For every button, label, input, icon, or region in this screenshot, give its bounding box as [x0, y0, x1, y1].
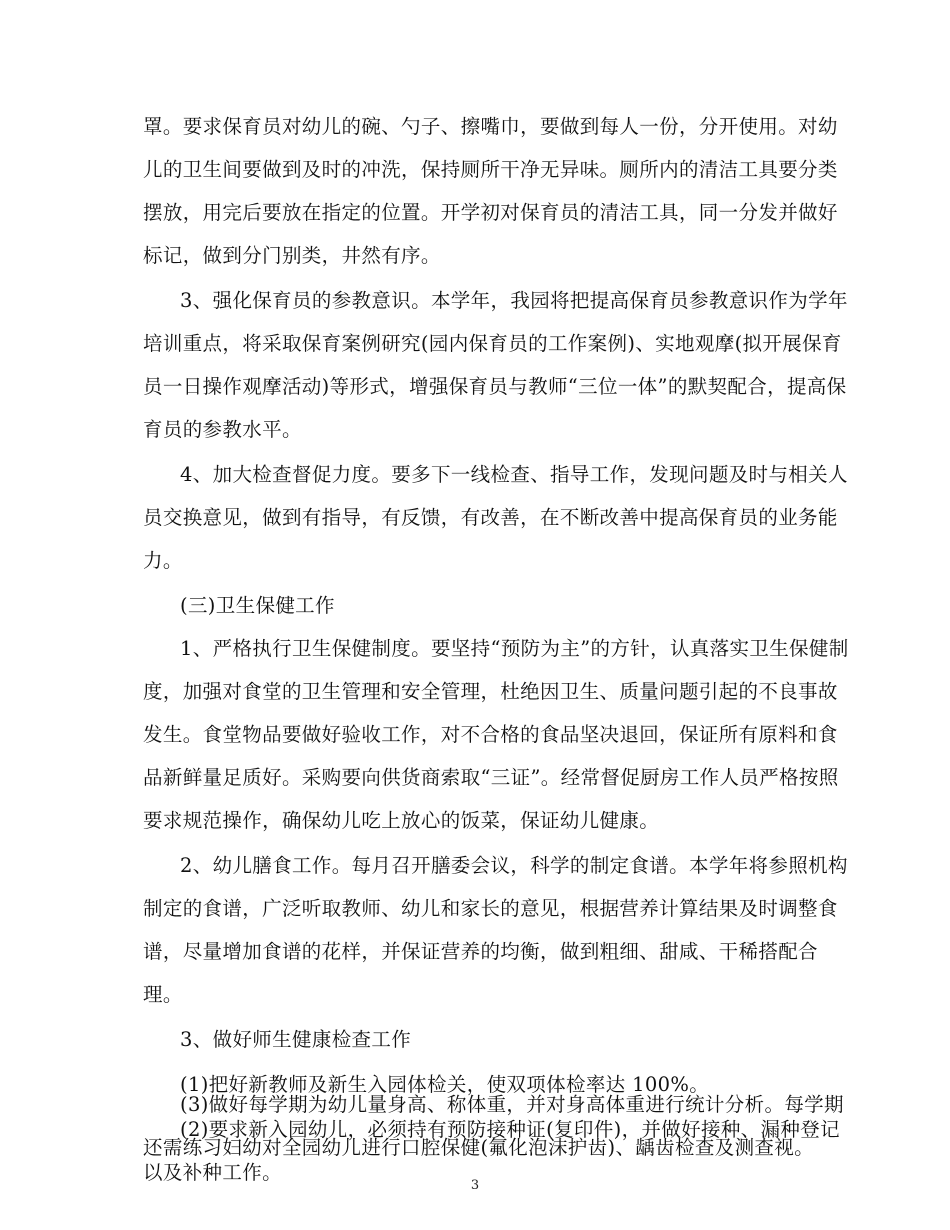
text-line: 理。 [143, 983, 183, 1006]
text-line: 制定的食谱，广泛听取教师、幼儿和家长的意见，根据营养计算结果及时调整食 [143, 897, 838, 920]
text-line: 罩。要求保育员对幼儿的碗、勺子、擦嘴巾，要做到每人一份，分开使用。对幼 [143, 115, 838, 138]
text-line: 度，加强对食堂的卫生管理和安全管理，杜绝因卫生、质量问题引起的不良事故 [143, 680, 838, 703]
text-line: 员一日操作观摩活动)等形式，增强保育员与教师“三位一体”的默契配合，提高保 [143, 375, 847, 398]
text-line: 谱，尽量增加食谱的花样，并保证营养的均衡，做到粗细、甜咸、干稀搭配合 [143, 940, 818, 963]
page-number: 3 [470, 1178, 480, 1193]
text-line: (1)把好新教师及新生入园体检关，使双项体检率达 100%。 [180, 1073, 710, 1096]
text-line: (2)要求新入园幼儿，必须持有预防接种证(复印件)，并做好接种、漏种登记 [180, 1118, 840, 1141]
subsection-heading: 3、做好师生健康检查工作 [180, 1028, 412, 1051]
text-line: 儿的卫生间要做到及时的冲洗，保持厕所干净无异味。厕所内的清洁工具要分类 [143, 158, 838, 181]
text-line: 2、幼儿膳食工作。每月召开膳委会议，科学的制定食谱。本学年将参照机构 [180, 854, 848, 877]
text-line: 培训重点，将采取保育案例研究(园内保育员的工作案例)、实地观摩(拟开展保育 [143, 332, 842, 355]
text-line: 员交换意见，做到有指导，有反馈，有改善，在不断改善中提高保育员的业务能 [143, 506, 838, 529]
text-line: 标记，做到分门别类，井然有序。 [143, 244, 441, 267]
text-line: 品新鲜量足质好。采购要向供货商索取“三证”。经常督促厨房工作人员严格按照 [143, 766, 839, 789]
text-line: 力。 [143, 549, 183, 572]
text-line: (3)做好每学期为幼儿量身高、称体重，并对身高体重进行统计分析。每学期 [180, 1093, 844, 1116]
text-line: 1、严格执行卫生保健制度。要坚持“预防为主”的方针，认真落实卫生保健制 [180, 637, 849, 660]
text-line: 发生。食堂物品要做好验收工作，对不合格的食品坚决退回，保证所有原料和食 [143, 723, 838, 746]
text-line: 还需练习妇幼对全园幼儿进行口腔保健(氟化泡沫护齿)、龋齿检查及测查视。 [143, 1136, 814, 1159]
section-heading: (三)卫生保健工作 [180, 594, 335, 617]
text-line: 育员的参教水平。 [143, 418, 302, 441]
text-line: 4、加大检查督促力度。要多下一线检查、指导工作，发现问题及时与相关人 [180, 463, 848, 486]
text-line: 要求规范操作，确保幼儿吃上放心的饭菜，保证幼儿健康。 [143, 809, 660, 832]
text-line: 以及补种工作。 [143, 1161, 282, 1184]
text-line: 3、强化保育员的参教意识。本学年，我园将把提高保育员参教意识作为学年 [180, 289, 848, 312]
text-line: 摆放，用完后要放在指定的位置。开学初对保育员的清洁工具，同一分发并做好 [143, 201, 838, 224]
